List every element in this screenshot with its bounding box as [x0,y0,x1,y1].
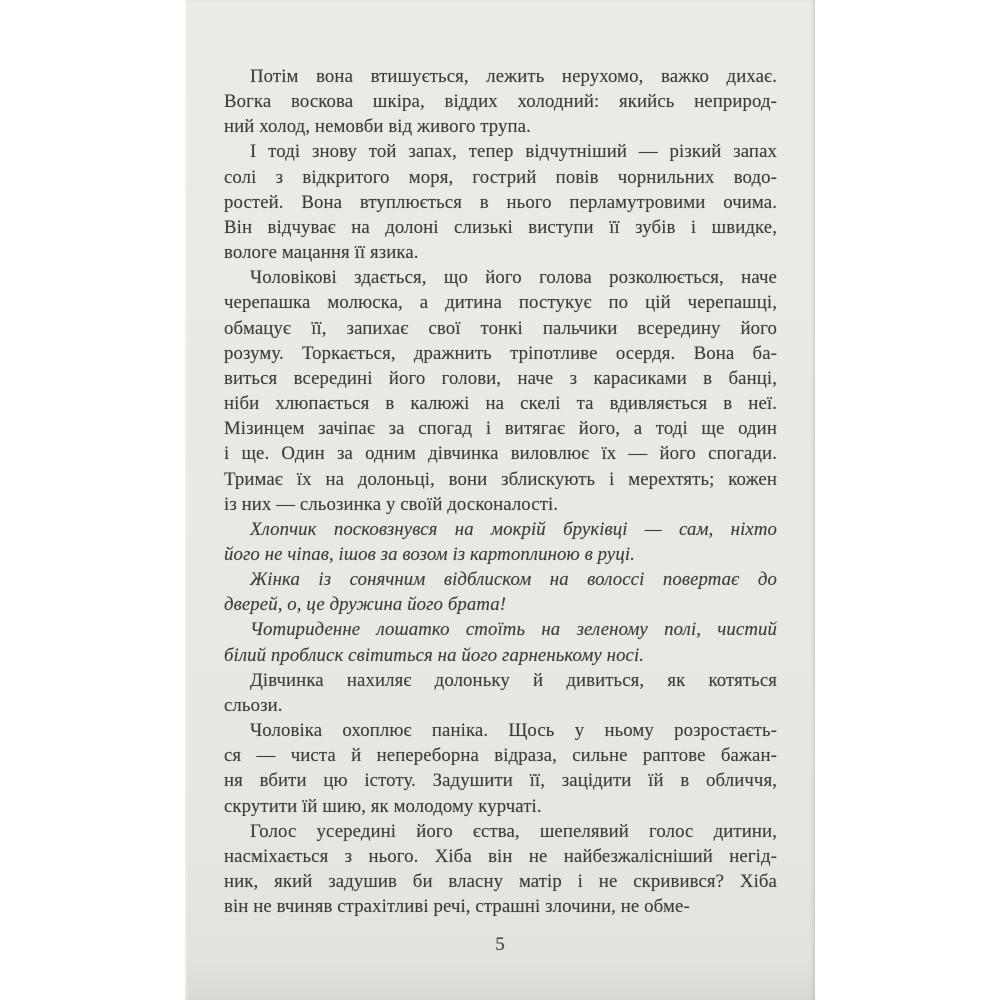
text-line: обмацує її, запихає свої тонкі пальчики всередину його [224,317,777,339]
text-line: Голос усередині його єства, шепелявий голос дитини, [250,820,777,842]
page-number: 5 [495,934,505,955]
text-line: він не вчиняв страхітливі речі, страшні злочини, не обме- [224,896,690,918]
text-line: Вогка воскова шкіра, віддих холодний: якийсь неприрод- [224,91,777,113]
text-line: І тоді знову той запах, тепер відчутніший — різкий запах [250,141,777,163]
text-line: черепашка молюска, а дитина постукує по цій черепашці, [224,292,777,314]
text-line: ник, який задушив би власну матір і не скривився? Хіба [224,871,777,892]
text-line: виться всередині його голови, наче з карасиками в банці, [224,367,777,389]
text-block [224,64,777,919]
book-page [185,0,815,1000]
text-line: вологе мацання її язика. [224,242,419,264]
text-line: ня вбити цю істоту. Задушити її, зацідити їй в обличчя, [224,770,777,792]
text-line: Чотириденне лошатко стоїть на зеленому полі, чистий [250,619,777,641]
text-line: насміхається з нього. Хіба він не найбезжалісніший негід- [224,845,777,867]
text-line: Хлопчик посковзнувся на мокрій бруківці — сам, ніхто [250,518,777,540]
text-line: Жінка із сонячним відблиском на волоссі повертає до [250,569,777,591]
text-line: ростей. Вона втуплюється в нього перламутровими очима. [224,191,777,213]
text-line: білий проблиск світиться на його гарненькому носі. [224,644,645,666]
text-line: солі з відкритого моря, гострий повів чорнильних водо- [224,166,777,188]
text-line: скрутити їй шию, як молодому курчаті. [224,795,542,817]
text-line: Він відчуває на долоні слизькі виступи її зубів і швидке, [224,216,777,238]
text-line: ний холод, немовби від живого трупа. [224,116,531,138]
text-line: із них — сльозинка у своїй досконалості. [224,493,559,515]
text-line: Чоловікові здається, що його голова розколюється, наче [250,267,777,289]
text-line: і ще. Один за одним дівчинка виловлює їх — його спогади. [224,443,777,465]
text-line: Дівчинка нахиляє долоньку й дивиться, як котяться [250,669,777,691]
text-line: ся — чиста й непереборна відраза, сильне раптове бажан- [224,745,777,767]
text-line: його не чіпав, ішов за возом із картоплиною в руці. [224,543,635,565]
text-line: розуму. Торкається, дражнить тріпотливе осердя. Вона ба- [224,342,777,364]
text-line: Потім вона втишується, лежить нерухомо, важко дихає. [250,66,777,87]
text-line: Тримає їх на долоньці, вони зблискують і мерехтять; кожен [224,468,777,490]
text-line: Мізинцем зачіпає за спогад і витягає його, а тоді ще один [224,418,777,440]
text-line: сльози. [224,694,283,716]
text-line: Чоловіка охоплює паніка. Щось у ньому розростаєть- [250,720,777,742]
text-line: ніби хлюпається в калюжі на скелі та вдивляється в неї. [224,393,777,415]
text-line: дверей, о, це дружина його брата! [224,594,507,616]
